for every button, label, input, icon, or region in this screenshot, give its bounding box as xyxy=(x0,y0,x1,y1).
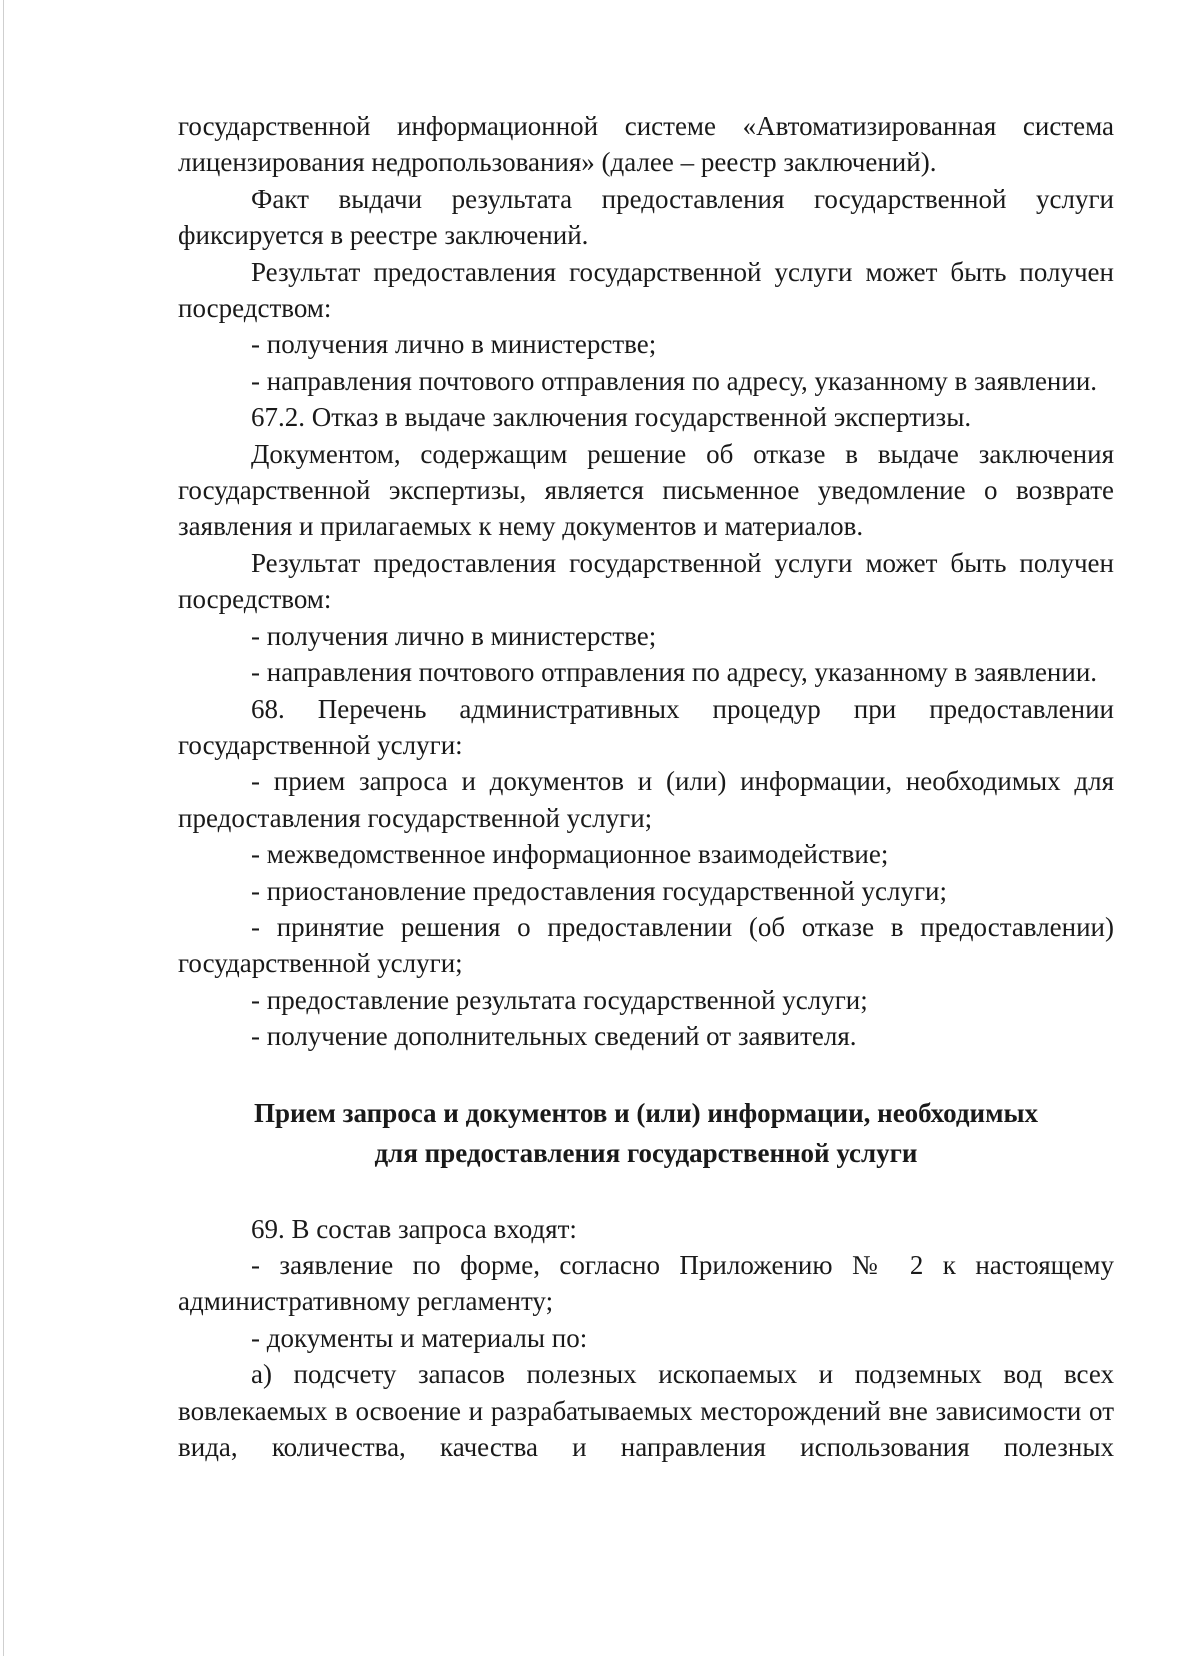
paragraph-result-obtained-2: Результат предоставления государственной услуги может быть получен посредством: xyxy=(178,547,1114,615)
paragraph-69-request-contents: 69. В состав запроса входят: xyxy=(251,1213,577,1244)
list-item-documents-materials: - документы и материалы по: xyxy=(251,1322,588,1353)
section-heading xyxy=(178,1093,1114,1173)
section-heading-line-2: для предоставления государственной услуги xyxy=(374,1137,918,1168)
list-item-in-person-2: - получения лично в министерстве; xyxy=(251,620,657,651)
list-item-postal-1: - направления почтового отправления по адресу, указанному в заявлении. xyxy=(251,365,1098,396)
list-item-interagency: - межведомственное информационное взаимодействие; xyxy=(251,839,889,870)
list-item-postal-2: - направления почтового отправления по адресу, указанному в заявлении. xyxy=(251,657,1098,688)
list-item-decision: - принятие решения о предоставлении (об отказе в предоставлении) государственной услуги; xyxy=(178,911,1114,979)
paragraph-67-2-refusal: 67.2. Отказ в выдаче заключения государственной экспертизы. xyxy=(251,402,972,433)
list-item-suspension: - приостановление предоставления государственной услуги; xyxy=(251,875,948,906)
paragraph-a-reserves: а) подсчету запасов полезных ископаемых и подземных вод всех вовлекаемых в освоение и разрабатываемых месторождений вне зависимости от вида, количества, качества и направления использования полезных xyxy=(178,1359,1114,1462)
list-item-request-intake: - прием запроса и документов и (или) информации, необходимых для предоставления государственной услуги; xyxy=(178,766,1114,833)
list-item-in-person-1: - получения лично в министерстве; xyxy=(251,329,657,360)
list-item-additional-info: - получение дополнительных сведений от заявителя. xyxy=(251,1021,857,1052)
paragraph-68-procedures: 68. Перечень административных процедур при предоставлении государственной услуги: xyxy=(178,693,1114,760)
scan-edge-line xyxy=(3,0,4,1656)
paragraph-refusal-document: Документом, содержащим решение об отказе в выдаче заключения государственной экспертизы, является письменное уведомление о возврате заявления и прилагаемых к нему документов и материалов. xyxy=(178,438,1114,542)
list-item-result-provision: - предоставление результата государственной услуги; xyxy=(251,984,868,1015)
document-page xyxy=(178,108,1114,1465)
list-item-application-form: - заявление по форме, согласно Приложению № 2 к настоящему административному регламенту; xyxy=(178,1249,1114,1317)
paragraph-fact-of-issuance: Факт выдачи результата предоставления государственной услуги фиксируется в реестре заключений. xyxy=(178,183,1114,251)
section-heading-line-1: Прием запроса и документов и (или) информации, необходимых xyxy=(253,1097,1039,1128)
paragraph-registry-system: государственной информационной системе «Автоматизированная система лицензирования недропользования» (далее – реестр заключений). xyxy=(178,111,1114,178)
paragraph-result-obtained-1: Результат предоставления государственной услуги может быть получен посредством: xyxy=(178,256,1114,324)
